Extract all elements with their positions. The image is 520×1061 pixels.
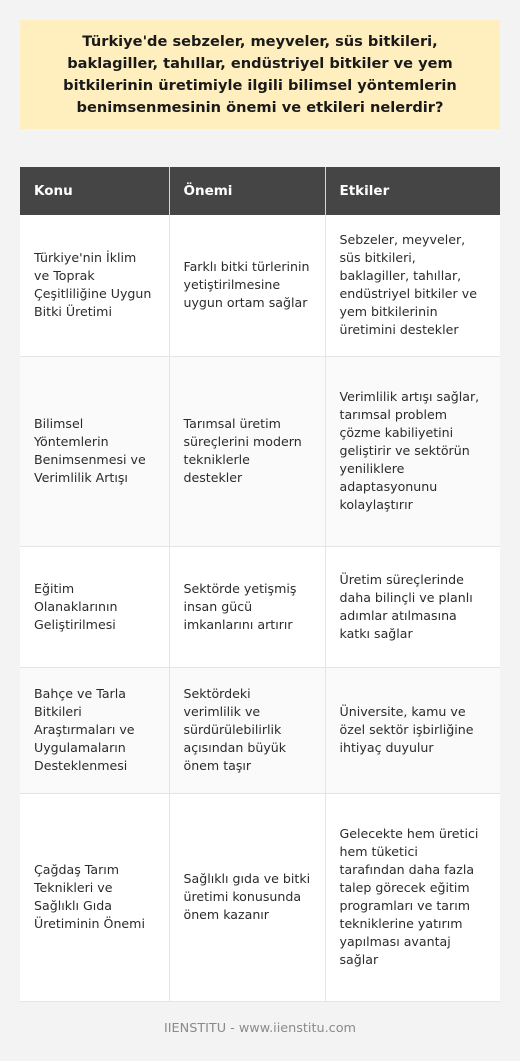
cell-etkiler: Sebzeler, meyveler, süs bitkileri, baklagiller, tahıllar, endüstriyel bitkiler ve yem bitkilerinin üretimini destekler [325, 215, 500, 356]
header-etkiler: Etkiler [325, 167, 500, 215]
page-title: Türkiye'de sebzeler, meyveler, süs bitkileri, baklagiller, tahıllar, endüstriyel bitkiler ve yem bitkilerinin üretimiyle ilgili bilimsel yöntemlerin benimsenmesinin önemi ve etkileri nelerdir? [63, 32, 457, 116]
header-onemi: Önemi [169, 167, 325, 215]
title-banner [20, 20, 500, 129]
table-row [20, 215, 500, 356]
cell-onemi: Tarımsal üretim süreçlerini modern tekniklerle destekler [169, 356, 325, 546]
cell-etkiler: Gelecekte hem üretici hem tüketici tarafından daha fazla talep görecek eğitim programları ve tarım tekniklerine yatırım yapılması avantaj sağlar [325, 793, 500, 1001]
cell-etkiler: Verimlilik artışı sağlar, tarımsal problem çözme kabiliyetini geliştirir ve sektörün yeniliklere adaptasyonunu kolaylaştırır [325, 356, 500, 546]
cell-konu: Bilimsel Yöntemlerin Benimsenmesi ve Verimlilik Artışı [20, 356, 169, 546]
header-konu: Konu [20, 167, 169, 215]
content-table [20, 167, 500, 1002]
table-header-row [20, 167, 500, 215]
cell-etkiler: Üniversite, kamu ve özel sektör işbirliğine ihtiyaç duyulur [325, 667, 500, 793]
cell-konu: Bahçe ve Tarla Bitkileri Araştırmaları ve Uygulamaların Desteklenmesi [20, 667, 169, 793]
cell-konu: Türkiye'nin İklim ve Toprak Çeşitliliğine Uygun Bitki Üretimi [20, 215, 169, 356]
cell-konu: Eğitim Olanaklarının Geliştirilmesi [20, 546, 169, 667]
table-row [20, 546, 500, 667]
cell-onemi: Sektördeki verimlilik ve sürdürülebilirlik açısından büyük önem taşır [169, 667, 325, 793]
cell-onemi: Sektörde yetişmiş insan gücü imkanlarını artırır [169, 546, 325, 667]
cell-konu: Çağdaş Tarım Teknikleri ve Sağlıklı Gıda Üretiminin Önemi [20, 793, 169, 1001]
footer-credit: IIENSTITU - www.iienstitu.com [163, 1021, 356, 1036]
cell-onemi: Farklı bitki türlerinin yetiştirilmesine uygun ortam sağlar [169, 215, 325, 356]
table-row [20, 356, 500, 546]
cell-onemi: Sağlıklı gıda ve bitki üretimi konusunda önem kazanır [169, 793, 325, 1001]
cell-etkiler: Üretim süreçlerinde daha bilinçli ve planlı adımlar atılmasına katkı sağlar [325, 546, 500, 667]
table-row [20, 667, 500, 793]
table-row [20, 793, 500, 1001]
